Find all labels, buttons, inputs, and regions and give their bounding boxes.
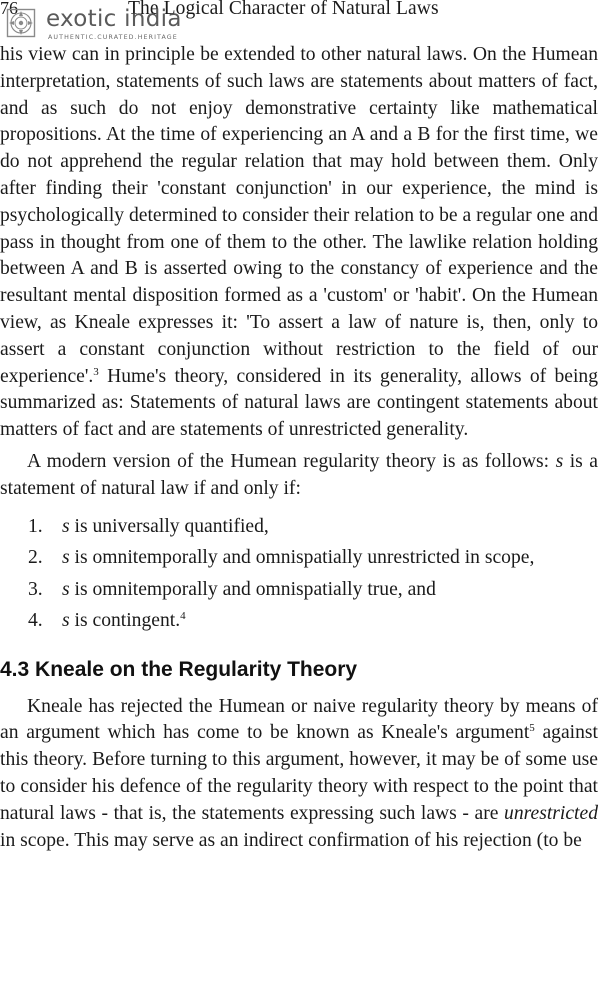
list-text	[62, 608, 186, 635]
footnote-marker[interactable]: 3	[93, 365, 99, 378]
list-number: 2.	[28, 547, 43, 569]
mandala-icon	[6, 8, 36, 38]
variable-s: s	[62, 610, 70, 632]
paragraph-text: Kneale has rejected the Humean or naive regularity theory by means of an argument which has come to be known as Kneale's argument	[0, 695, 598, 744]
condition-list	[0, 514, 598, 640]
logo-name: exotic india	[46, 6, 182, 32]
paragraph-text: in scope. This may serve as an indirect confirmation of his rejection (to be	[0, 829, 582, 851]
section-heading: 4.3 Kneale on the Regularity Theory	[0, 657, 358, 681]
emphasis-text: unrestricted	[504, 802, 598, 824]
list-text	[62, 514, 269, 541]
list-number: 3.	[28, 578, 43, 600]
list-item-text: is universally quantified,	[69, 515, 269, 537]
list-item	[0, 514, 598, 546]
watermark-logo	[0, 6, 200, 42]
logo-tagline: AUTHENTIC.CURATED.HERITAGE	[48, 34, 178, 41]
paragraph-text: A modern version of the Humean regularity theory is as follows:	[27, 450, 556, 472]
paragraph-text: Hume's theory, considered in its generality, allows of being summarized as: Statements of natural laws are contingent statements about matters of fact and are statements of unrestricted generality.	[0, 365, 598, 441]
list-text	[62, 577, 436, 604]
list-item-text: is omnitemporally and omnispatially unrestricted in scope,	[69, 547, 535, 569]
variable-s: s	[62, 578, 70, 600]
footnote-marker[interactable]: 4	[180, 610, 186, 623]
paragraph-text: is a statement of natural law if and only if:	[0, 450, 599, 499]
page-header	[0, 0, 600, 40]
list-item-text: is contingent.	[69, 610, 181, 632]
paragraph-text: against this theory. Before turning to this argument, however, it may be of some use to consider his defence of the regularity theory with respect to the point that natural laws - that is, the statements expressing such laws - are	[0, 722, 598, 824]
list-item-text: is omnitemporally and omnispatially true, and	[69, 578, 436, 600]
list-item	[0, 577, 598, 609]
list-text	[62, 545, 534, 572]
paragraph	[0, 694, 598, 855]
list-number: 1.	[28, 515, 43, 537]
page-number: 76	[0, 0, 18, 18]
paragraph-text: his view can in principle be extended to other natural laws. On the Humean interpretation, statements of such laws are statements about matters of fact, and as such do not enjoy demonstrative certainty like mathematical propositions. At the time of experiencing an A and a B for the first time, we do not apprehend the regular relation that may hold between them. Only after finding their 'constant conjunction' in our experience, the mind is psychologically determined to consider their relation to be a regular one and pass in thought from one of them to the other. The lawlike relation holding between A and B is asserted owing to the constancy of experience and the resultant mental disposition formed as a 'custom' or 'habit'. On the Humean view, as Kneale expresses it: 'To assert a law of nature is, then, only to assert a constant conjunction without restriction to the field of our experience'.	[0, 44, 598, 387]
list-item	[0, 608, 598, 640]
running-title: The Logical Character of Natural Laws	[128, 0, 439, 19]
paragraph	[0, 449, 598, 503]
variable-s: s	[62, 547, 70, 569]
body-text	[0, 42, 598, 854]
variable-s: s	[62, 515, 70, 537]
paragraph	[0, 42, 598, 444]
footnote-marker[interactable]: 5	[529, 722, 535, 735]
variable-s: s	[555, 450, 564, 472]
list-number: 4.	[28, 610, 43, 632]
list-item	[0, 545, 598, 577]
